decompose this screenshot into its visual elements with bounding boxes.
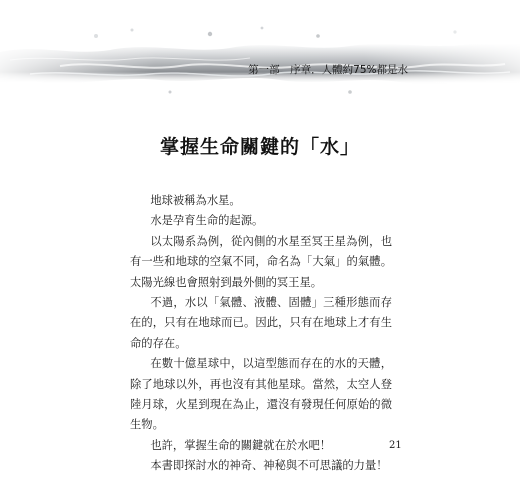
chapter-title: 掌握生命關鍵的「水」 — [159, 136, 360, 158]
running-header-title: 第一部 序章．人體約75%都是水 — [248, 64, 408, 76]
page-number: 21 — [389, 440, 402, 451]
paragraph: 在數十億星球中，以這型態而存在的水的天體，除了地球以外，再也沒有其他星球。當然，太空人登陸月球，火星到現在為止，還沒有發現任何原始的微生物。 — [130, 357, 392, 432]
paragraph: 也許，掌握生命的關鍵就在於水吧！ — [150, 438, 332, 452]
paragraph: 以太陽系為例，從內側的水星至冥王星為例，也有一些和地球的空氣不同，命名為「大氣」的氣體。太陽光線也會照射到最外側的冥王星。 — [130, 234, 392, 289]
paragraph: 不過，水以「氣體、液體、固體」三種形態而存在的，只有在地球而已。因此，只有在地球上才有生命的存在。 — [130, 296, 392, 350]
water-splash-image — [0, 22, 520, 97]
paragraph: 本書即探討水的神奇、神秘與不可思議的力量！ — [150, 459, 388, 473]
paragraph: 地球被稱為水星。 — [150, 194, 241, 207]
paragraph: 水是孕育生命的起源。 — [150, 214, 264, 228]
body-text — [130, 191, 392, 477]
water-splash-header-banner — [0, 22, 520, 97]
